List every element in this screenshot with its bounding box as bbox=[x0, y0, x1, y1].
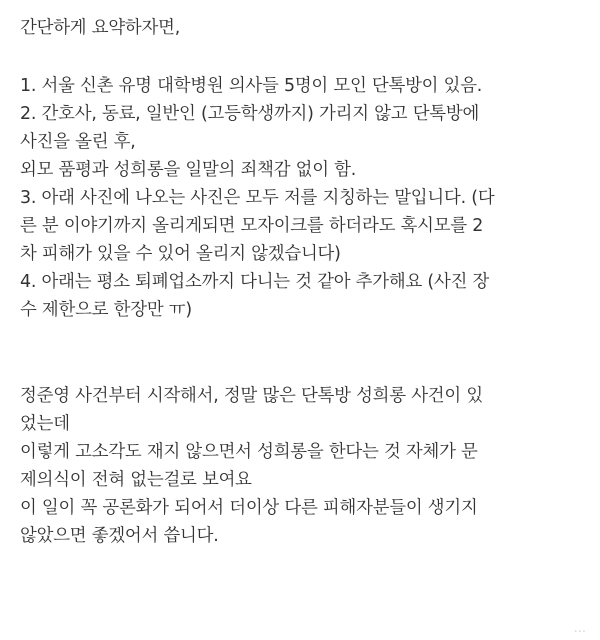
item-line: 3. 아래 사진에 나오는 사진은 모두 저를 지칭하는 말입니다. (다 bbox=[20, 188, 495, 208]
closing-line: 이렇게 고소각도 재지 않으면서 성희롱을 한다는 것 자체가 문 bbox=[20, 442, 478, 462]
item-line: 1. 서울 신촌 유명 대학병원 의사들 5명이 모인 단톡방이 있음. bbox=[20, 76, 483, 96]
closing-line: 이 일이 꼭 공론화가 되어서 더이상 다른 피해자분들이 생기지 bbox=[20, 498, 478, 518]
item-line: 외모 품평과 성희롱을 일말의 죄책감 없이 함. bbox=[20, 160, 357, 180]
paragraph-gap bbox=[20, 324, 592, 382]
item-line: 사진을 올린 후, bbox=[20, 132, 136, 152]
item-line: 4. 아래는 평소 퇴폐업소까지 다니는 것 같아 추가해요 (사진 장 bbox=[20, 272, 490, 292]
closing-line: 제의식이 전혀 없는걸로 보여요 bbox=[20, 470, 252, 490]
item-line: 른 분 이야기까지 올리게되면 모자이크를 하더라도 혹시모를 2 bbox=[20, 216, 484, 236]
item-line: 차 피해가 있을 수 있어 올리지 않겠습니다) bbox=[20, 244, 341, 264]
watermark: ... bbox=[573, 621, 586, 636]
intro-line: 간단하게 요약하자면, bbox=[20, 18, 181, 38]
post-body bbox=[20, 14, 592, 550]
closing-line: 정준영 사건부터 시작해서, 정말 많은 단톡방 성희롱 사건이 있 bbox=[20, 386, 483, 406]
closing-line: 않았으면 좋겠어서 씁니다. bbox=[20, 526, 219, 546]
item-line: 수 제한으로 한장만 ㅠ) bbox=[20, 300, 192, 320]
paragraph-gap bbox=[20, 42, 592, 72]
item-line: 2. 간호사, 동료, 일반인 (고등학생까지) 가리지 않고 단톡방에 bbox=[20, 104, 480, 124]
closing-line: 었는데 bbox=[20, 414, 70, 434]
